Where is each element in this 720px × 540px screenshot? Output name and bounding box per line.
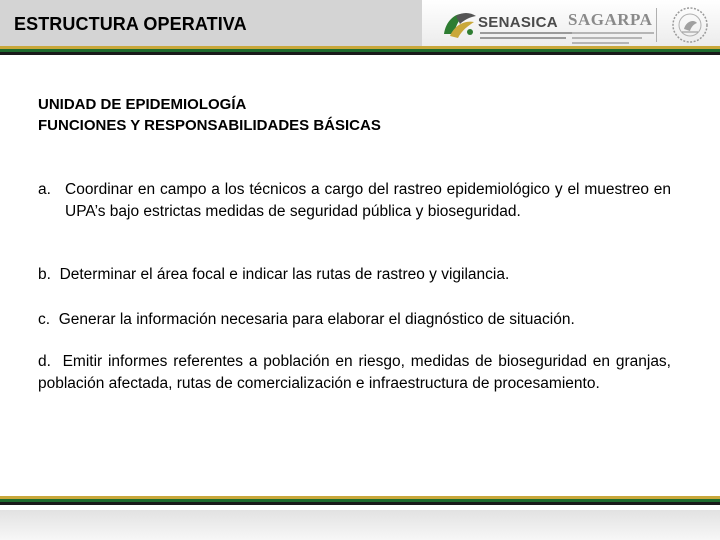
- logo-divider: [656, 8, 657, 42]
- list-item-text: Determinar el área focal e indicar las rutas de rastreo y vigilancia.: [59, 266, 510, 283]
- senasica-logo-icon: [440, 8, 480, 42]
- sagarpa-logo-text: SAGARPA: [568, 10, 653, 29]
- logo-area: [430, 2, 720, 46]
- list-item-text: Generar la información necesaria para elaborar el diagnóstico de situación.: [58, 311, 575, 328]
- title-box: [0, 0, 422, 46]
- senasica-logo-text: SENASICA: [478, 14, 558, 31]
- list-item-c: [38, 309, 671, 331]
- national-seal-icon: [670, 5, 710, 45]
- list-marker: b.: [38, 266, 51, 283]
- footer-stripes: [0, 494, 720, 505]
- heading-functions: FUNCIONES Y RESPONSABILIDADES BÁSICAS: [38, 117, 381, 134]
- list-marker: d.: [38, 353, 51, 370]
- footer-bar: [0, 510, 720, 540]
- senasica-logo-subtitle: [480, 32, 575, 42]
- heading-unit: UNIDAD DE EPIDEMIOLOGÍA: [38, 96, 247, 113]
- header-stripes: [0, 46, 720, 57]
- list-item-text: Emitir informes referentes a población en riesgo, medidas de bioseguridad en granjas, población afectada, rutas de comercialización e infraestructura de procesamiento.: [38, 353, 671, 392]
- list-item-text: Coordinar en campo a los técnicos a cargo del rastreo epidemiológico y el muestreo en UPA’s bajo estrictas medidas de seguridad pública y bioseguridad.: [65, 181, 671, 220]
- list-marker: a.: [38, 181, 51, 198]
- list-marker: c.: [38, 311, 51, 328]
- list-item-a: [38, 179, 671, 223]
- page-title: ESTRUCTURA OPERATIVA: [14, 14, 247, 34]
- list-item-b: [38, 264, 671, 286]
- sagarpa-logo-subtitle: [572, 32, 654, 47]
- list-item-d: [38, 351, 671, 395]
- section-heading: [38, 94, 381, 136]
